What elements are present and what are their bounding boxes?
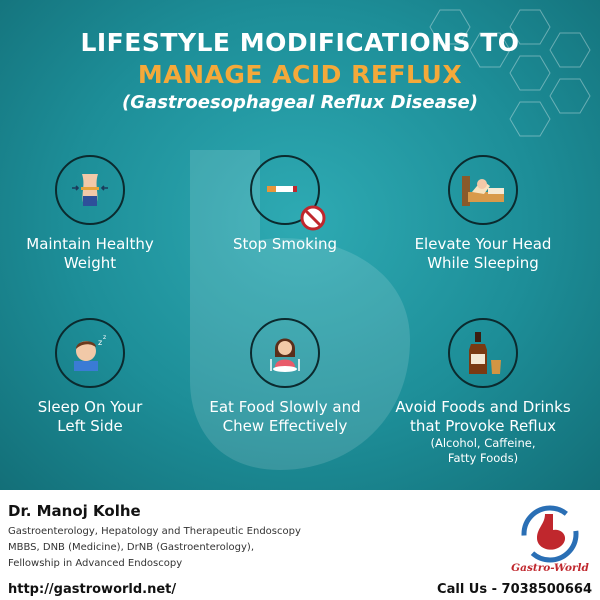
tip-icon-circle (55, 318, 125, 388)
svg-text:z: z (103, 334, 107, 341)
title-line-1: LIFESTYLE MODIFICATIONS TO (80, 28, 520, 57)
tip-sub-line2: Fatty Foods) (447, 451, 519, 465)
tip-label-line1: Avoid Foods and Drinks (395, 398, 571, 416)
tip-icon-circle (250, 155, 320, 225)
tip-label-line2: that Provoke Reflux (409, 417, 557, 435)
tip-label-line1: Stop Smoking (232, 235, 338, 253)
call-us-phone[interactable]: Call Us - 7038500664 (437, 582, 592, 597)
logo-text: Gastro-World (511, 562, 589, 574)
tip-icon-circle (448, 155, 518, 225)
website-link[interactable]: http://gastroworld.net/ (8, 582, 177, 597)
tip-label-line2: While Sleeping (427, 254, 539, 272)
gastro-world-logo-icon (515, 500, 585, 570)
tip-label-line2: Chew Effectively (222, 417, 348, 435)
tip-sub-line1: (Alcohol, Caffeine, (430, 436, 536, 450)
tip-sleep-left-side (0, 318, 185, 436)
no-smoking-icon (300, 205, 326, 231)
tip-icon-circle (55, 155, 125, 225)
doctor-specialty: Gastroenterology, Hepatology and Therapeutic Endoscopy (8, 526, 301, 537)
tip-avoid-foods (388, 318, 578, 466)
svg-text:z: z (98, 338, 103, 347)
tip-label-line1: Elevate Your Head (414, 235, 552, 253)
alcohol-bottle-icon (461, 330, 505, 376)
tip-label-line1: Sleep On Your (37, 398, 143, 416)
tip-label-line2: Weight (63, 254, 117, 272)
bed-pillow-icon (460, 170, 506, 210)
tip-label-line1: Eat Food Slowly and (209, 398, 361, 416)
doctor-fellowship: Fellowship in Advanced Endoscopy (8, 558, 183, 569)
tip-maintain-weight (0, 155, 185, 273)
title-subtitle: (Gastroesophageal Reflux Disease) (122, 92, 478, 113)
tip-eat-slowly (190, 318, 380, 436)
eating-person-icon (263, 331, 307, 375)
sleeping-person-icon (68, 331, 112, 375)
tip-label-line2: Left Side (57, 417, 123, 435)
tip-stop-smoking (190, 155, 380, 254)
tip-label-line1: Maintain Healthy (26, 235, 154, 253)
doctor-qualifications: MBBS, DNB (Medicine), DrNB (Gastroenterology), (8, 542, 254, 553)
tip-icon-circle (448, 318, 518, 388)
tip-elevate-head (388, 155, 578, 273)
title-line-2: MANAGE ACID REFLUX (137, 60, 463, 89)
waist-measure-icon (68, 168, 112, 212)
doctor-name: Dr. Manoj Kolhe (8, 502, 141, 520)
tip-icon-circle (250, 318, 320, 388)
